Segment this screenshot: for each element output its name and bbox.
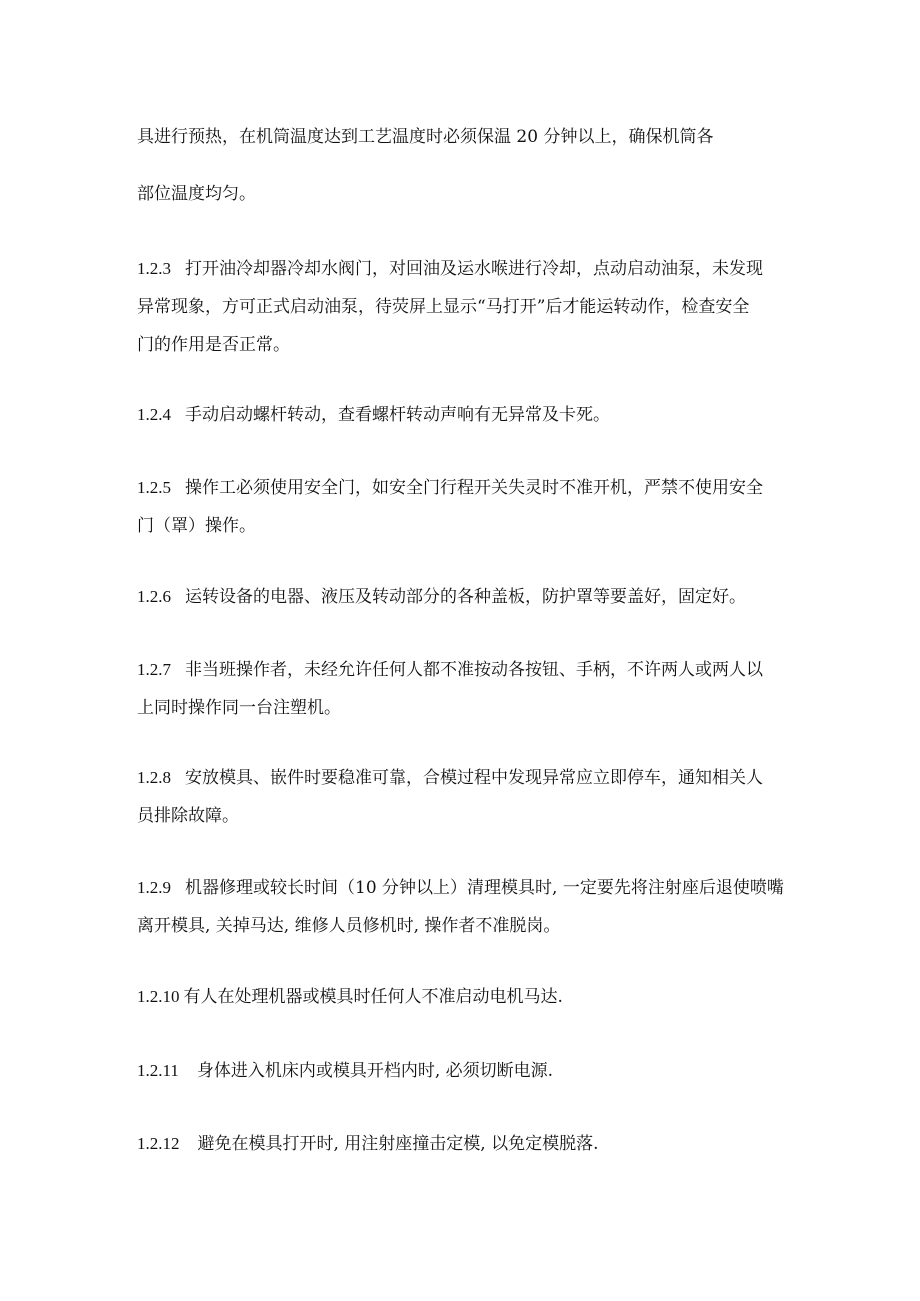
paragraph-line: 异常现象，方可正式启动油泵，待荧屏上显示“马打开”后才能运转动作，检查安全: [137, 297, 750, 317]
paragraph-1-2-8: [137, 759, 787, 835]
paragraph-line: 具进行预热，在机筒温度达到工艺温度时必须保温 20 分钟以上，确保机筒各: [137, 127, 714, 147]
paragraph-line: 身体进入机床内或模具开档内时, 必须切断电源.: [196, 1061, 554, 1081]
paragraph-line: 部位温度均匀。: [137, 184, 256, 204]
paragraph-line: 有人在处理机器或模具时任何人不准启动电机马达.: [183, 987, 563, 1007]
section-number: 1.2.5: [137, 478, 171, 497]
paragraph-1-2-12: [137, 1125, 787, 1163]
paragraph-line: 员排除故障。: [137, 806, 239, 826]
paragraph-1-2-9: [137, 869, 787, 945]
section-number: 1.2.8: [137, 768, 171, 787]
paragraph-1-2-5: [137, 469, 787, 545]
paragraph-1-2-11: [137, 1052, 787, 1090]
paragraph-1-2-10: [137, 978, 787, 1016]
paragraph-line: 机器修理或较长时间（10 分钟以上）清理模具时, 一定要先将注射座后退使喷嘴: [185, 878, 784, 898]
paragraph-line: 离开模具, 关掉马达, 维修人员修机时, 操作者不准脱岗。: [137, 916, 561, 936]
paragraph-line: 安放模具、嵌件时要稳准可靠，合模过程中发现异常应立即停车，通知相关人: [185, 768, 763, 788]
section-number: 1.2.9: [137, 878, 171, 897]
paragraph-line: 打开油冷却器冷却水阀门，对回油及运水喉进行冷却，点动启动油泵，未发现: [185, 259, 763, 279]
section-number: 1.2.11: [137, 1061, 179, 1080]
section-number: 1.2.10: [137, 987, 180, 1006]
paragraph-line: 上同时操作同一台注塑机。: [137, 698, 341, 718]
paragraph-line: 操作工必须使用安全门，如安全门行程开关失灵时不准开机，严禁不使用安全: [185, 478, 763, 498]
section-number: 1.2.6: [137, 587, 171, 606]
paragraph-line: 手动启动螺杆转动，查看螺杆转动声响有无异常及卡死。: [185, 405, 610, 425]
paragraph-line: 避免在模具打开时, 用注射座撞击定模, 以免定模脱落.: [197, 1134, 599, 1154]
paragraph-line: 门的作用是否正常。: [137, 335, 290, 355]
paragraph-line: 门（罩）操作。: [137, 516, 256, 536]
section-number: 1.2.3: [137, 259, 171, 278]
paragraph-intro: [137, 118, 787, 213]
paragraph-1-2-6: [137, 578, 787, 616]
paragraph-1-2-3: [137, 250, 787, 364]
section-number: 1.2.7: [137, 660, 171, 679]
paragraph-line: 运转设备的电器、液压及转动部分的各种盖板，防护罩等要盖好，固定好。: [185, 587, 746, 607]
section-number: 1.2.12: [137, 1134, 180, 1153]
paragraph-1-2-7: [137, 651, 787, 727]
paragraph-1-2-4: [137, 396, 787, 434]
section-number: 1.2.4: [137, 405, 171, 424]
paragraph-line: 非当班操作者，未经允许任何人都不准按动各按钮、手柄，不许两人或两人以: [185, 660, 763, 680]
